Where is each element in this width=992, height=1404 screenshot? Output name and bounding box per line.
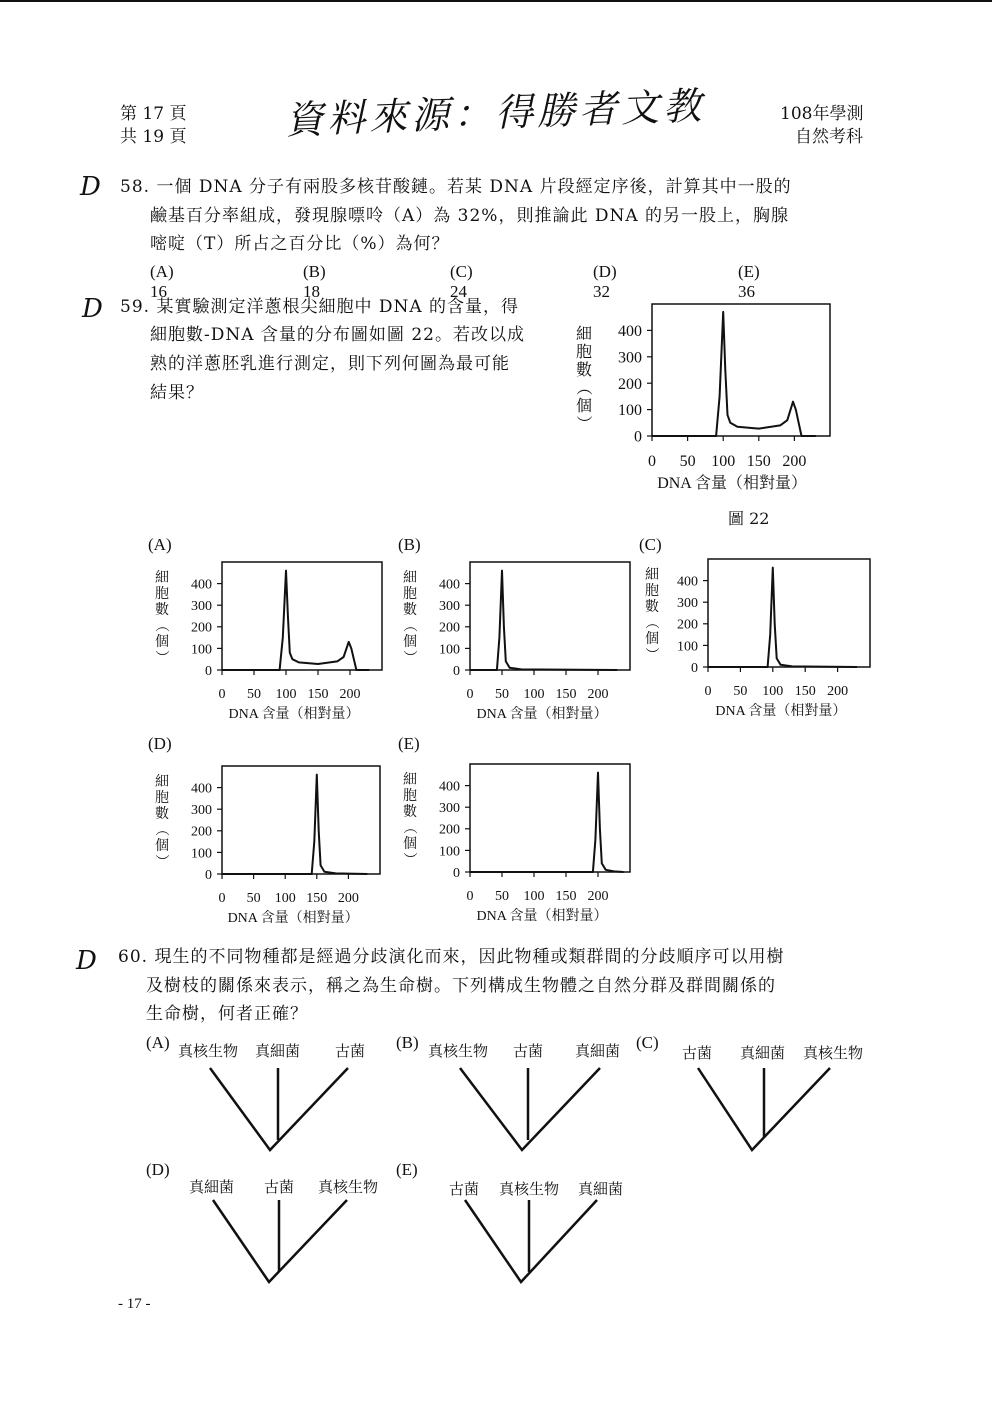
x-tick-label: 50 xyxy=(246,891,261,906)
y-tick-label: 400 xyxy=(677,574,698,590)
x-tick-label: 200 xyxy=(782,453,807,470)
y-axis-label-char: ） xyxy=(401,852,417,867)
y-axis-label-char: 個 xyxy=(575,398,593,415)
tree-d-label-1: 真細菌 xyxy=(189,1178,235,1196)
y-axis-label-char: 細 xyxy=(155,571,169,586)
q58-option-c: (C) 24 xyxy=(450,262,473,301)
tree-c-label-1: 古菌 xyxy=(682,1044,713,1062)
x-tick-label: 0 xyxy=(704,684,712,699)
x-tick-label: 100 xyxy=(274,891,296,906)
y-tick-label: 200 xyxy=(191,824,212,840)
q60-handwritten-mark: D xyxy=(76,946,97,976)
tree-b-label-2: 古菌 xyxy=(513,1042,544,1060)
q58-handwritten-mark: D xyxy=(80,172,101,202)
y-tick-label: 100 xyxy=(191,846,212,862)
plot-frame xyxy=(222,766,380,874)
y-tick-label: 300 xyxy=(439,599,460,615)
x-tick-label: 200 xyxy=(587,889,609,904)
q59-line2: 細胞數-DNA 含量的分布圖如圖 22。若改以成 xyxy=(150,325,525,345)
tree-d-label-3: 真核生物 xyxy=(318,1178,379,1196)
q58-option-d: (D) 32 xyxy=(593,262,617,301)
x-tick-label: 0 xyxy=(648,453,656,470)
q59-handwritten-mark: D xyxy=(82,294,103,324)
tree-b-label-1: 真核生物 xyxy=(428,1042,489,1060)
tree-d-diagram xyxy=(205,1192,355,1287)
x-tick-label: 200 xyxy=(587,687,609,702)
option-a-chart xyxy=(150,556,395,721)
y-tick-label: 100 xyxy=(439,642,460,658)
y-tick-label: 100 xyxy=(618,402,642,420)
option-b-chart xyxy=(398,556,643,721)
figure-22-chart xyxy=(570,298,860,503)
y-tick-label: 400 xyxy=(439,779,460,795)
x-tick-label: 0 xyxy=(218,687,226,702)
y-axis-label-char: 胞 xyxy=(403,789,417,804)
x-tick-label: 100 xyxy=(762,684,784,699)
x-axis-label: DNA 含量（相對量） xyxy=(657,475,807,492)
plot-frame xyxy=(652,304,830,436)
y-axis-label-char: （ xyxy=(643,615,659,630)
tree-a-label-3: 古菌 xyxy=(335,1042,366,1060)
tree-a-label-2: 真細菌 xyxy=(255,1042,301,1060)
x-axis-label: DNA 含量（相對量） xyxy=(227,911,359,925)
y-axis-label-char: ） xyxy=(401,650,417,665)
y-axis-label-char: ） xyxy=(153,650,169,665)
y-tick-label: 100 xyxy=(439,844,460,860)
y-axis-label-char: 個 xyxy=(155,635,169,650)
y-axis-label-char: （ xyxy=(574,379,592,396)
tree-a-diagram xyxy=(200,1060,360,1155)
tree-c-letter: (C) xyxy=(636,1033,659,1052)
y-axis-label-char: 數 xyxy=(403,805,417,820)
tree-c-label-3: 真核生物 xyxy=(803,1044,864,1062)
y-axis-label-char: 數 xyxy=(403,603,417,618)
tree-e-letter: (E) xyxy=(396,1160,418,1179)
tree-a-label-1: 真核生物 xyxy=(178,1042,239,1060)
q58-option-a: (A) 16 xyxy=(150,262,174,301)
y-axis-label-char: 胞 xyxy=(155,791,169,806)
y-axis-label-char: （ xyxy=(153,822,169,837)
x-tick-label: 50 xyxy=(679,453,696,470)
y-axis-label-char: （ xyxy=(401,618,417,633)
q59-option-e-letter: (E) xyxy=(398,734,420,753)
y-axis-label-char: ） xyxy=(643,647,659,662)
x-tick-label: 150 xyxy=(555,889,577,904)
q59-line4: 結果？ xyxy=(150,383,204,403)
x-tick-label: 200 xyxy=(339,687,361,702)
q60-line3: 生命樹，何者正確？ xyxy=(146,1004,308,1024)
q58-line2: 鹼基百分率組成，發現腺嘌呤（A）為 32%，則推論此 DNA 的另一股上，胸腺 xyxy=(150,206,790,226)
y-axis-label-char: 數 xyxy=(155,603,169,618)
option-d-chart xyxy=(150,760,395,925)
q59-option-d-letter: (D) xyxy=(148,734,172,753)
tree-b-letter: (B) xyxy=(396,1033,419,1052)
y-tick-label: 0 xyxy=(453,865,460,881)
y-axis-label-char: （ xyxy=(401,820,417,835)
q60-line1: 60. 現生的不同物種都是經過分歧演化而來，因此物種或類群間的分歧順序可以用樹 xyxy=(118,947,785,967)
x-tick-label: 100 xyxy=(523,687,545,702)
handwritten-source-title: 資料來源：得勝者文教 xyxy=(284,83,706,143)
plot-frame xyxy=(470,562,630,670)
y-tick-label: 300 xyxy=(191,599,212,615)
figure-22-caption: 圖 22 xyxy=(728,509,770,528)
x-tick-label: 200 xyxy=(827,684,849,699)
y-axis-label-char: 數 xyxy=(575,362,593,379)
y-tick-label: 300 xyxy=(677,596,698,612)
y-tick-label: 300 xyxy=(439,801,460,817)
plot-frame xyxy=(708,559,870,667)
q58-option-e: (E) 36 xyxy=(738,262,760,301)
x-tick-label: 0 xyxy=(218,891,226,906)
y-axis-label-char: 細 xyxy=(155,775,169,790)
x-tick-label: 0 xyxy=(466,687,474,702)
y-tick-label: 400 xyxy=(191,577,212,593)
tree-e-label-1: 古菌 xyxy=(449,1180,480,1198)
plot-frame xyxy=(222,562,382,670)
x-axis-label: DNA 含量（相對量） xyxy=(715,704,847,718)
y-axis-label-char: 個 xyxy=(645,632,659,647)
x-axis-label: DNA 含量（相對量） xyxy=(228,707,360,721)
y-axis-label-char: 細 xyxy=(403,571,417,586)
tree-b-label-3: 真細菌 xyxy=(575,1042,621,1060)
data-line xyxy=(222,775,367,874)
y-tick-label: 0 xyxy=(453,663,460,679)
y-axis-label-char: 細 xyxy=(575,326,593,343)
y-tick-label: 0 xyxy=(634,428,642,446)
tree-b-diagram xyxy=(450,1060,610,1155)
tree-d-label-2: 古菌 xyxy=(264,1178,295,1196)
x-tick-label: 0 xyxy=(466,889,474,904)
x-tick-label: 50 xyxy=(495,889,509,904)
x-tick-label: 50 xyxy=(733,684,748,699)
x-tick-label: 100 xyxy=(711,453,736,470)
y-tick-label: 200 xyxy=(191,620,212,636)
y-axis-label-char: 細 xyxy=(403,773,417,788)
y-axis-label-char: 個 xyxy=(403,635,417,650)
plot-frame xyxy=(470,764,630,872)
total-pages-label: 共 19 頁 xyxy=(120,127,187,147)
exam-year-label: 108年學測 xyxy=(780,104,864,124)
option-e-chart xyxy=(398,758,643,923)
y-axis-label-char: 數 xyxy=(645,600,659,615)
x-tick-label: 50 xyxy=(495,687,509,702)
subject-label: 自然考科 xyxy=(795,127,863,147)
data-line xyxy=(652,312,816,436)
top-border xyxy=(0,0,992,2)
y-axis-label-char: 個 xyxy=(155,839,169,854)
q59-option-c-letter: (C) xyxy=(639,535,662,554)
page-number-label: 第 17 頁 xyxy=(120,104,187,124)
data-line xyxy=(470,571,617,670)
y-tick-label: 0 xyxy=(205,867,212,883)
y-axis-label-char: 胞 xyxy=(403,587,417,602)
tree-e-diagram xyxy=(455,1192,605,1287)
y-tick-label: 200 xyxy=(618,375,642,393)
data-line xyxy=(222,571,369,670)
q59-option-b-letter: (B) xyxy=(398,535,421,554)
tree-e-label-3: 真細菌 xyxy=(578,1180,624,1198)
y-tick-label: 300 xyxy=(191,803,212,819)
tree-a-letter: (A) xyxy=(146,1033,170,1052)
y-tick-label: 100 xyxy=(191,642,212,658)
footer-page-number: - 17 - xyxy=(118,1296,151,1312)
x-axis-label: DNA 含量（相對量） xyxy=(476,909,608,923)
x-tick-label: 50 xyxy=(247,687,261,702)
x-tick-label: 200 xyxy=(337,891,359,906)
x-tick-label: 150 xyxy=(307,687,329,702)
tree-c-diagram xyxy=(690,1060,840,1155)
x-tick-label: 150 xyxy=(306,891,328,906)
y-axis-label-char: 細 xyxy=(645,568,659,583)
y-tick-label: 100 xyxy=(677,639,698,655)
x-tick-label: 150 xyxy=(746,453,771,470)
tree-e-label-2: 真核生物 xyxy=(499,1180,560,1198)
y-tick-label: 0 xyxy=(205,663,212,679)
y-axis-label-char: （ xyxy=(153,618,169,633)
x-tick-label: 100 xyxy=(523,889,545,904)
y-tick-label: 200 xyxy=(677,617,698,633)
x-tick-label: 100 xyxy=(275,687,297,702)
y-tick-label: 400 xyxy=(439,577,460,593)
data-line xyxy=(708,568,857,667)
q58-option-b: (B) 18 xyxy=(303,262,326,301)
y-axis-label-char: 胞 xyxy=(575,344,593,361)
y-tick-label: 400 xyxy=(191,781,212,797)
y-axis-label-char: ） xyxy=(153,854,169,869)
y-tick-label: 200 xyxy=(439,620,460,636)
y-axis-label-char: 胞 xyxy=(155,587,169,602)
y-tick-label: 300 xyxy=(618,349,642,367)
y-tick-label: 400 xyxy=(618,323,642,340)
tree-c-label-2: 真細菌 xyxy=(740,1044,786,1062)
y-axis-label-char: 個 xyxy=(403,837,417,852)
y-axis-label-char: 胞 xyxy=(645,584,659,599)
x-tick-label: 150 xyxy=(794,684,816,699)
option-c-chart xyxy=(640,553,885,718)
y-axis-label-char: ） xyxy=(574,415,592,432)
tree-d-letter: (D) xyxy=(146,1160,170,1179)
q59-option-a-letter: (A) xyxy=(148,535,172,554)
q58-line3: 嘧啶（T）所占之百分比（%）為何？ xyxy=(150,234,450,254)
q59-line3: 熟的洋蔥胚乳進行測定，則下列何圖為最可能 xyxy=(150,354,510,374)
data-line xyxy=(470,773,624,872)
q60-line2: 及樹枝的關係來表示，稱之為生命樹。下列構成生物體之自然分群及群間關係的 xyxy=(146,976,776,996)
y-tick-label: 200 xyxy=(439,822,460,838)
q59-line1: 59. 某實驗測定洋蔥根尖細胞中 DNA 的含量，得 xyxy=(120,297,520,317)
q58-line1: 58. 一個 DNA 分子有兩股多核苷酸鏈。若某 DNA 片段經定序後，計算其中一股的 xyxy=(120,177,792,197)
x-tick-label: 150 xyxy=(555,687,577,702)
x-axis-label: DNA 含量（相對量） xyxy=(476,707,608,721)
y-axis-label-char: 數 xyxy=(155,807,169,822)
y-tick-label: 0 xyxy=(691,660,698,676)
